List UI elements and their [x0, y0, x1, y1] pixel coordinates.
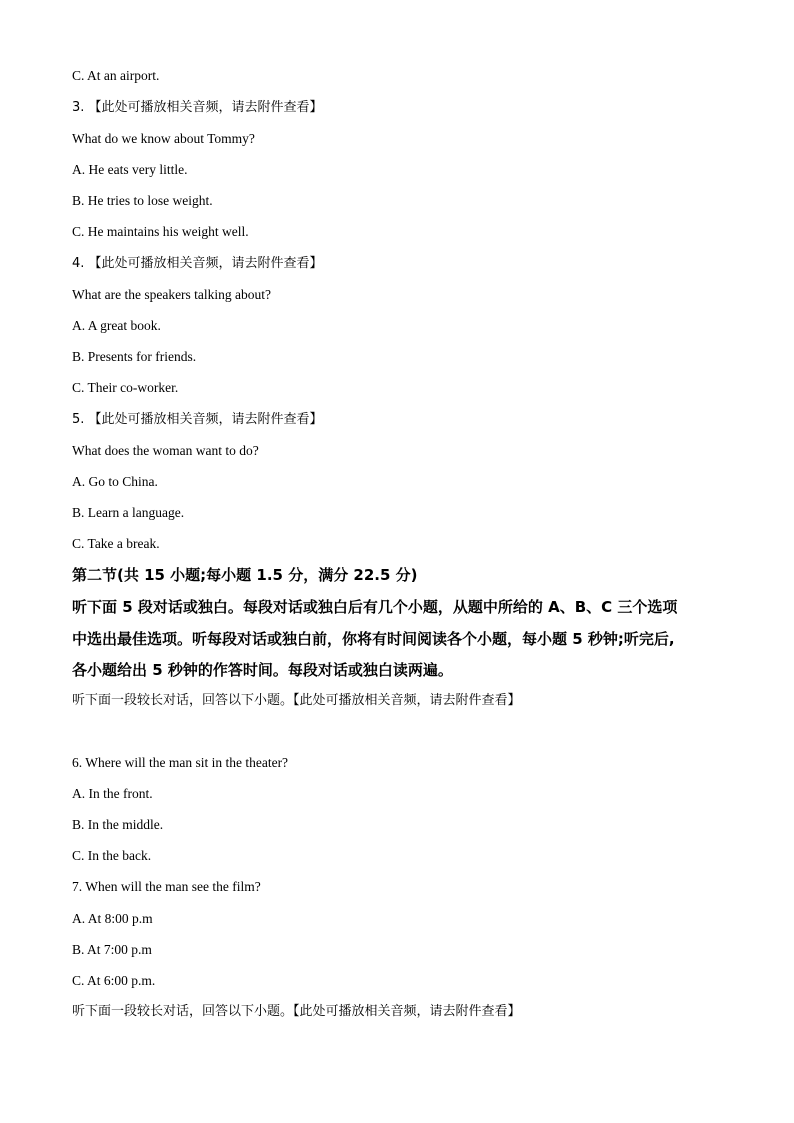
q5-option-a: A. Go to China.: [72, 474, 158, 489]
q5-question: What does the woman want to do?: [72, 443, 259, 458]
q3-option-c: C. He maintains his weight well.: [72, 224, 249, 239]
q6-option-a: A. In the front.: [72, 786, 153, 801]
q7-question: 7. When will the man see the film?: [72, 879, 261, 894]
dialogue-intro-1: 听下面一段较长对话，回答以下小题。【此处可播放相关音频，请去附件查看】: [72, 693, 521, 708]
q6-option-c: C. In the back.: [72, 848, 152, 863]
section-instructions-line-1: 听下面 5 段对话或独白。每段对话或独白后有几个小题，从题中所给的 A、B、C 三个选项: [72, 598, 678, 616]
q5-header: 5. 【此处可播放相关音频，请去附件查看】: [72, 412, 323, 427]
q6-option-b: B. In the middle.: [72, 817, 164, 832]
section-title: 第二节(共 15 小题;每小题 1.5 分，满分 22.5 分): [72, 566, 418, 584]
q5-option-b: B. Learn a language.: [72, 505, 185, 520]
section-instructions-line-3: 各小题给出 5 秒钟的作答时间。每段对话或独白读两遍。: [72, 661, 453, 679]
q4-option-a: A. A great book.: [72, 318, 161, 333]
dialogue-intro-2: 听下面一段较长对话，回答以下小题。【此处可播放相关音频，请去附件查看】: [72, 1004, 521, 1019]
q3-option-a: A. He eats very little.: [72, 162, 188, 177]
q3-header: 3. 【此处可播放相关音频，请去附件查看】: [72, 100, 323, 115]
q4-question: What are the speakers talking about?: [72, 287, 272, 302]
q3-option-b: B. He tries to lose weight.: [72, 193, 213, 208]
q7-option-c: C. At 6:00 p.m.: [72, 973, 156, 988]
section-instructions-line-2: 中选出最佳选项。听每段对话或独白前，你将有时间阅读各个小题，每小题 5 秒钟;听完后,: [72, 630, 675, 648]
q7-option-b: B. At 7:00 p.m: [72, 942, 152, 957]
q7-option-a: A. At 8:00 p.m: [72, 911, 153, 926]
q5-option-c: C. Take a break.: [72, 536, 160, 551]
q2-option-c: C. At an airport.: [72, 68, 160, 83]
q4-option-b: B. Presents for friends.: [72, 349, 197, 364]
q4-option-c: C. Their co-worker.: [72, 380, 179, 395]
q6-question: 6. Where will the man sit in the theater?: [72, 755, 289, 770]
q4-header: 4. 【此处可播放相关音频，请去附件查看】: [72, 256, 323, 271]
q3-question: What do we know about Tommy?: [72, 131, 255, 146]
